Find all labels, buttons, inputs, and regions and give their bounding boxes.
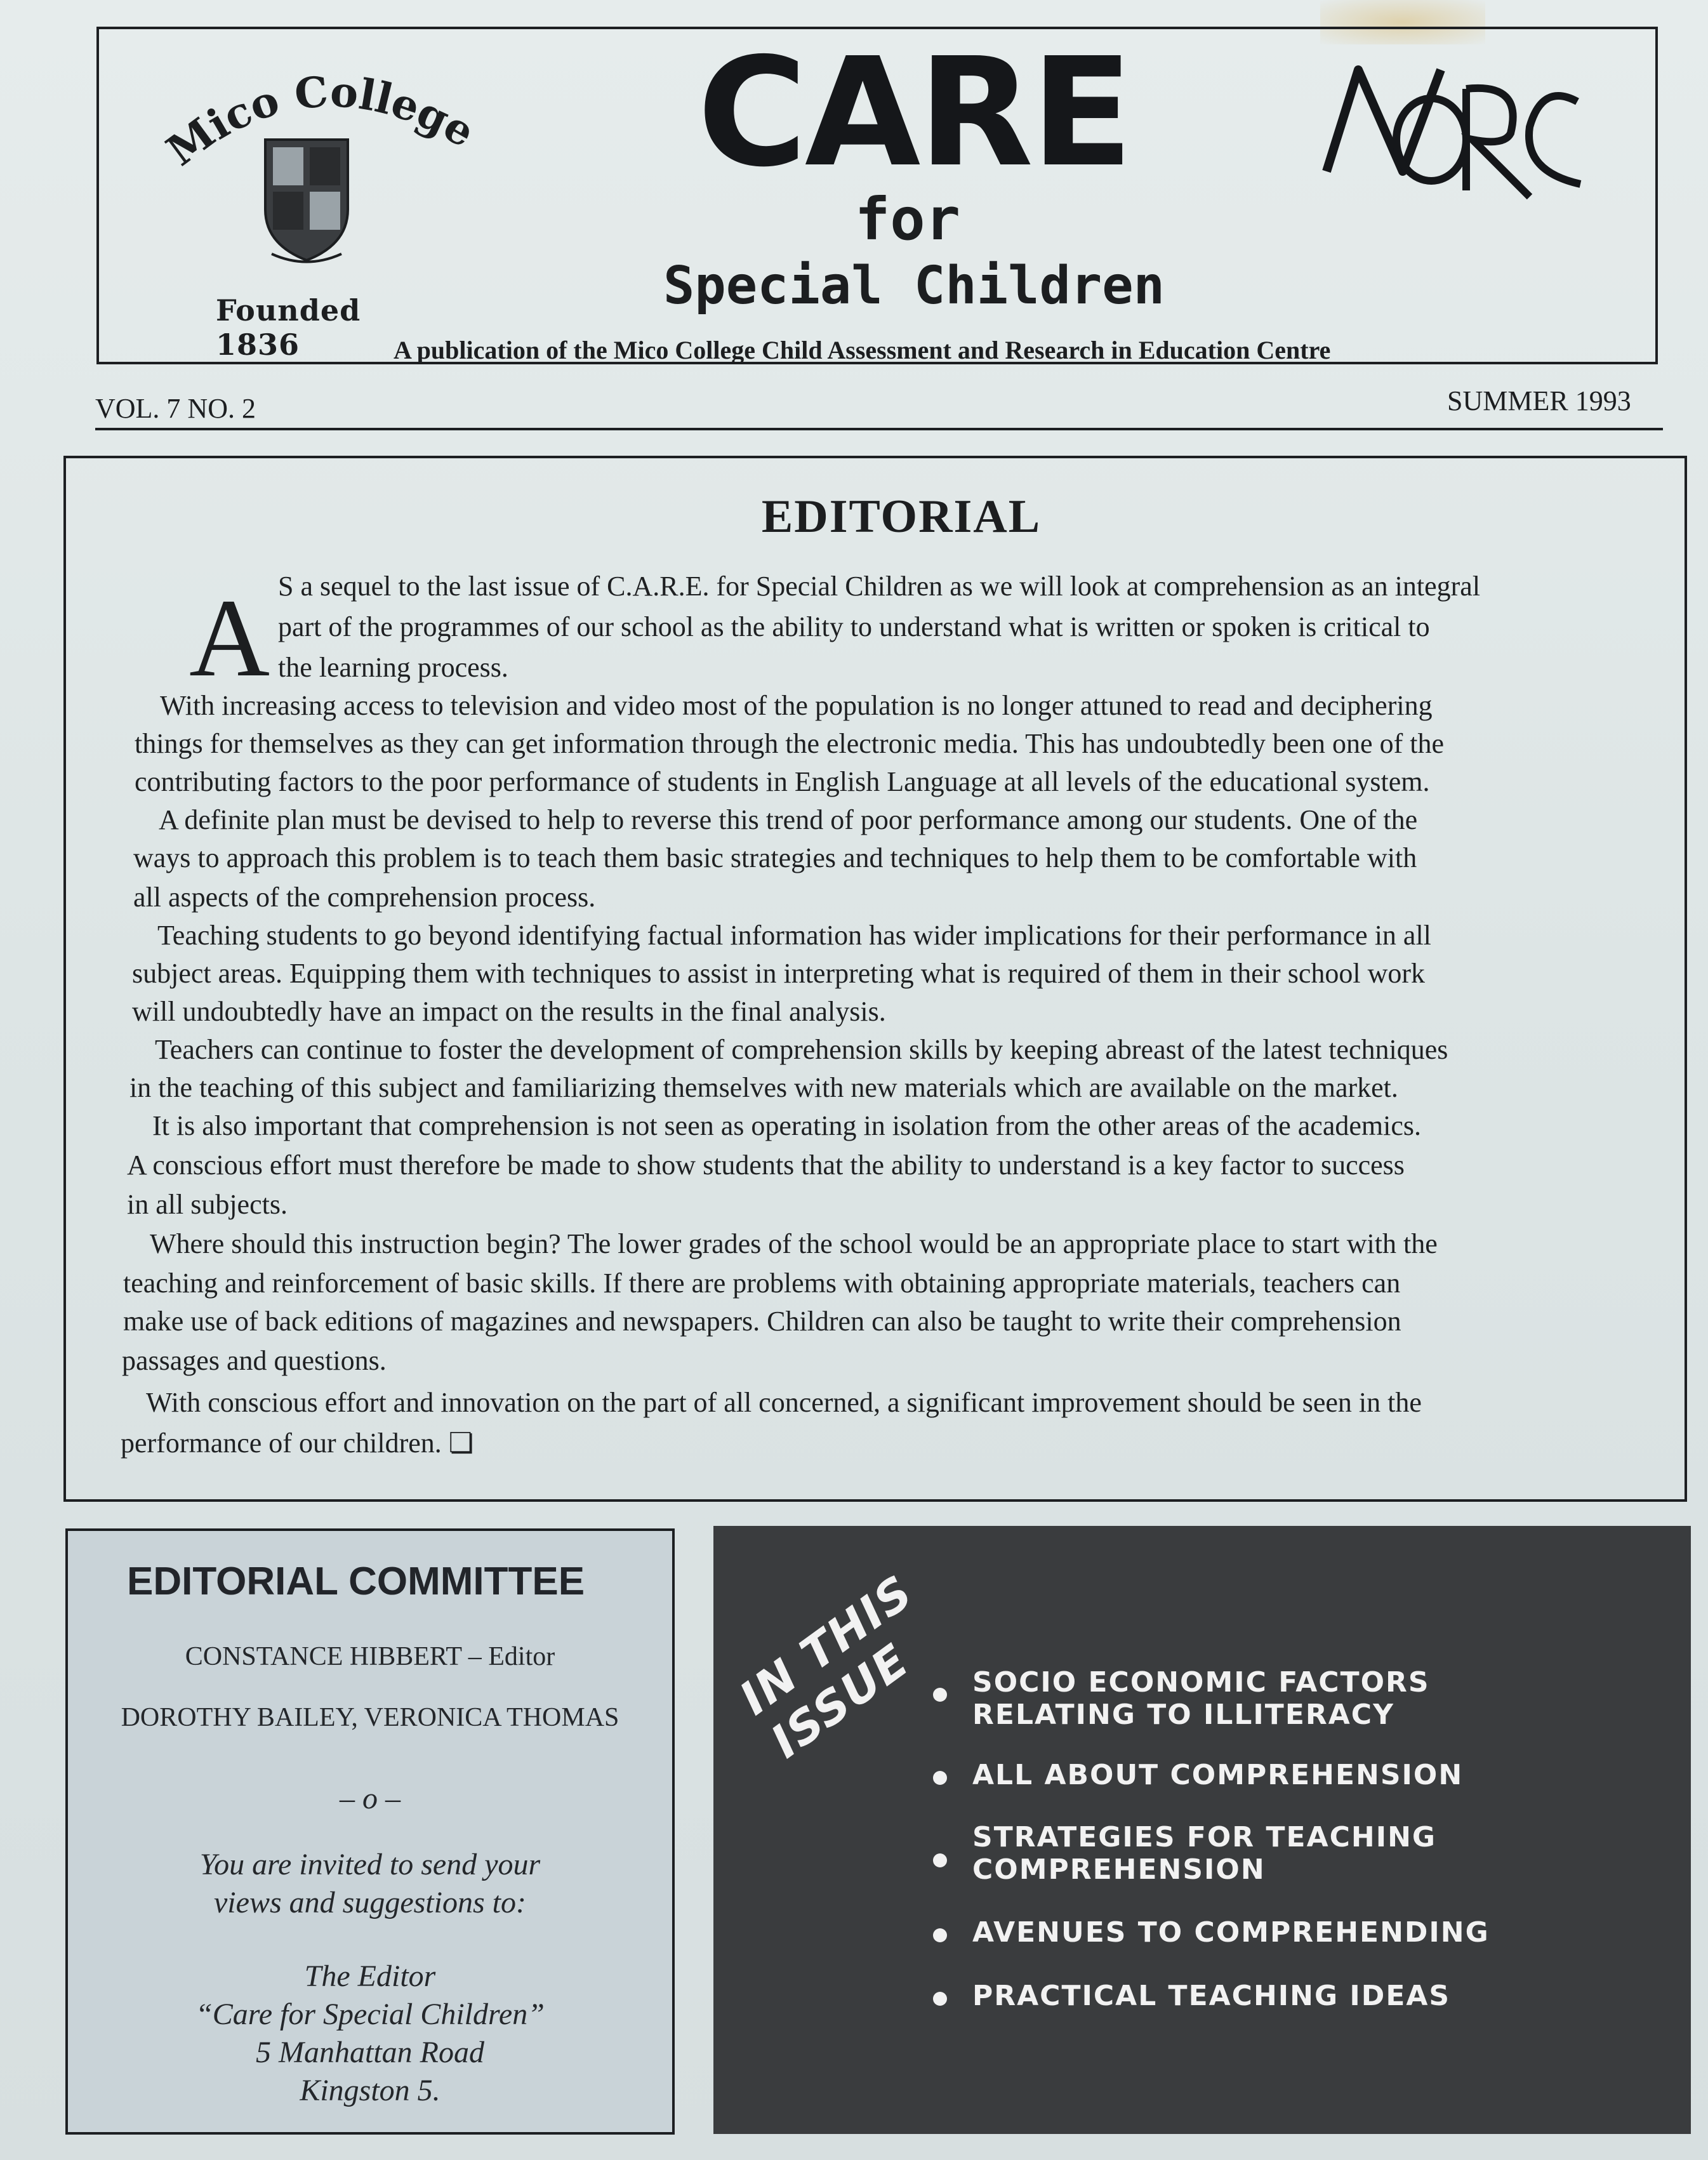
- volume-number: VOL. 7 NO. 2: [95, 393, 256, 424]
- issue-item-text: COMPREHENSION: [972, 1853, 1266, 1886]
- editorial-line: teaching and reinforcement of basic skills. If there are problems with obtaining appropriate materials, teachers can: [123, 1268, 1401, 1299]
- college-crest-icon: [259, 133, 354, 267]
- issue-item-3: [972, 1822, 1436, 1886]
- address-line-2: “Care for Special Children”: [195, 1998, 545, 2031]
- invite-line-2: views and suggestions to:: [214, 1886, 526, 1919]
- editorial-line: S a sequel to the last issue of C.A.R.E. for Special Children as we will look at comprehension as an integral: [278, 571, 1481, 602]
- issue-item-text: STRATEGIES FOR TEACHING: [972, 1821, 1437, 1853]
- issue-item-text: PRACTICAL TEACHING IDEAS: [972, 1980, 1451, 2012]
- mcare-logo-icon: [1320, 44, 1587, 209]
- masthead-subtitle: Special Children: [663, 256, 1165, 316]
- in-this-issue-label: IN THIS ISSUE: [730, 1565, 923, 1768]
- bullet-icon: [933, 1928, 947, 1942]
- issue-item-1: [972, 1667, 1430, 1731]
- editorial-line: things for themselves as they can get information through the electronic media. This has undoubtedly been one of the: [135, 728, 1444, 759]
- address-line-4: Kingston 5.: [300, 2074, 440, 2107]
- bullet-icon: [933, 1992, 947, 2006]
- committee-separator: – o –: [340, 1782, 401, 1815]
- issue-item-2: [972, 1759, 1463, 1792]
- editorial-line: A conscious effort must therefore be made to show students that the ability to understand is a key factor to success: [127, 1150, 1405, 1181]
- issue-season: SUMMER 1993: [1447, 385, 1631, 416]
- editorial-line: Teachers can continue to foster the development of comprehension skills by keeping abreast of the latest techniques: [155, 1034, 1448, 1065]
- committee-title: EDITORIAL COMMITTEE: [127, 1560, 585, 1603]
- masthead-title: CARE: [697, 25, 1131, 200]
- editorial-line: It is also important that comprehension is not seen as operating in isolation from the other areas of the academics.: [152, 1110, 1421, 1141]
- editorial-line: make use of back editions of magazines and newspapers. Children can also be taught to write their comprehension: [123, 1306, 1401, 1337]
- editorial-line: subject areas. Equipping them with techniques to assist in interpreting what is required of them in their school work: [132, 958, 1425, 989]
- editorial-line: in all subjects.: [127, 1189, 288, 1220]
- editorial-line: all aspects of the comprehension process.: [133, 882, 596, 913]
- editorial-line: Teaching students to go beyond identifying factual information has wider implications for their performance in all: [157, 920, 1431, 951]
- editorial-drop-cap: A: [189, 576, 270, 700]
- editorial-line: will undoubtedly have an impact on the results in the final analysis.: [132, 996, 886, 1027]
- editorial-line: ways to approach this problem is to teach them basic strategies and techniques to help them to be comfortable with: [133, 842, 1417, 873]
- editorial-line: A definite plan must be devised to help to reverse this trend of poor performance among our students. One of the: [159, 804, 1418, 835]
- bullet-icon: [933, 1853, 947, 1867]
- college-name: Mico College: [157, 66, 484, 176]
- editorial-line: contributing factors to the poor performance of students in English Language at all levels of the educational system.: [135, 766, 1430, 797]
- editorial-line: in the teaching of this subject and familiarizing themselves with new materials which are available on the market.: [129, 1072, 1398, 1103]
- bullet-icon: [933, 1688, 947, 1702]
- address-line-3: 5 Manhattan Road: [256, 2036, 484, 2069]
- editorial-line: the learning process.: [278, 652, 508, 683]
- address-line-1: The Editor: [304, 1959, 436, 1993]
- invite-line-1: You are invited to send your: [199, 1848, 541, 1881]
- editorial-line: With conscious effort and innovation on the part of all concerned, a significant improvement should be seen in the: [146, 1387, 1422, 1418]
- editorial-line: With increasing access to television and video most of the population is no longer attuned to read and deciphering: [160, 690, 1433, 721]
- committee-members: DOROTHY BAILEY, VERONICA THOMAS: [121, 1703, 619, 1732]
- issue-item-text: RELATING TO ILLITERACY: [972, 1698, 1394, 1731]
- issue-item-text: AVENUES TO COMPREHENDING: [972, 1916, 1490, 1949]
- issue-item-text: ALL ABOUT COMPREHENSION: [972, 1759, 1464, 1791]
- issue-item-4: [972, 1917, 1490, 1949]
- issue-item-5: [972, 1980, 1450, 2013]
- editorial-line: passages and questions.: [122, 1345, 387, 1376]
- masthead-rule: [95, 428, 1663, 430]
- editorial-heading: EDITORIAL: [761, 491, 1042, 543]
- editorial-line: performance of our children. ❏: [121, 1428, 474, 1459]
- editorial-line: Where should this instruction begin? The lower grades of the school would be an appropriate place to start with the: [150, 1228, 1438, 1259]
- founded-year: Founded 1836: [216, 293, 361, 362]
- editorial-line: part of the programmes of our school as the ability to understand what is written or spoken is critical to: [278, 611, 1430, 642]
- masthead-for: for: [854, 185, 961, 253]
- publication-line: A publication of the Mico College Child Assessment and Research in Education Centre: [394, 336, 1331, 364]
- bullet-icon: [933, 1771, 947, 1785]
- committee-editor: CONSTANCE HIBBERT – Editor: [185, 1642, 555, 1671]
- issue-item-text: SOCIO ECONOMIC FACTORS: [972, 1666, 1430, 1699]
